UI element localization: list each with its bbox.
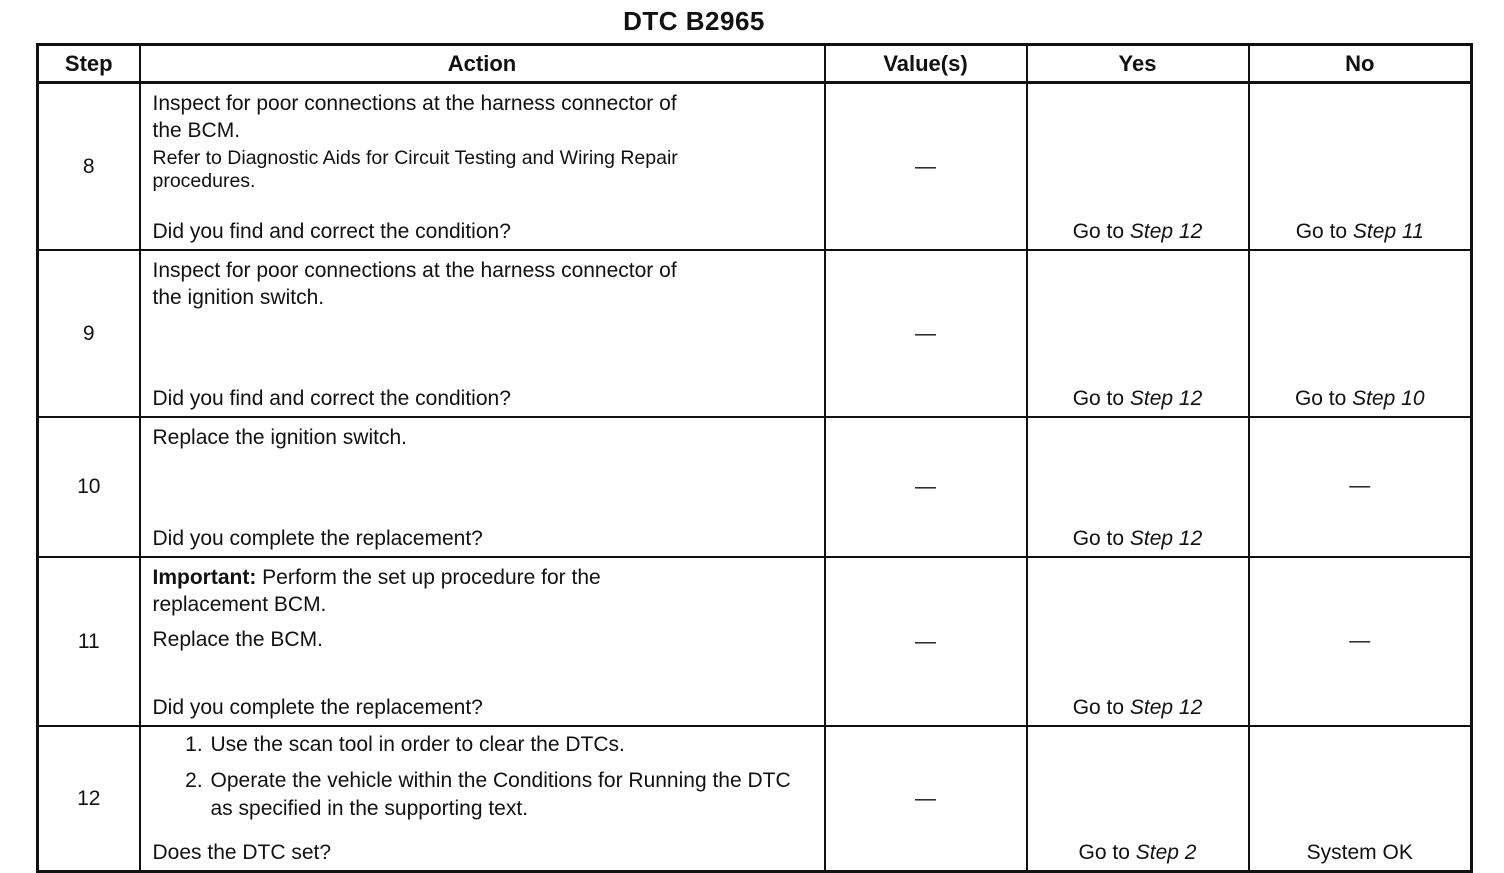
action-note-line: procedures.	[152, 170, 256, 192]
value-cell: —	[825, 726, 1027, 872]
action-cell	[140, 557, 825, 726]
action-cell	[140, 417, 825, 557]
step-number: 9	[38, 250, 140, 417]
action-question: Did you complete the replacement?	[152, 527, 483, 550]
goto-step-link[interactable]: Step 12	[1129, 220, 1203, 243]
no-value: —	[1349, 473, 1371, 497]
no-cell	[1249, 557, 1472, 726]
list-item: 2. Operate the vehicle within the Conditions for Running the DTC as specified in the supporting text.	[209, 767, 812, 823]
action-question: Did you find and correct the condition?	[152, 387, 511, 410]
diagnostic-table	[36, 43, 1473, 873]
yes-cell	[1027, 83, 1249, 251]
value-cell: —	[825, 83, 1027, 251]
no-value: —	[1349, 628, 1371, 652]
goto-prefix: Go to	[1295, 220, 1353, 243]
no-result: System OK	[1306, 841, 1413, 864]
action-steps-list	[153, 731, 812, 823]
action-note	[153, 147, 812, 193]
yes-cell	[1027, 726, 1249, 872]
table-row	[38, 250, 1472, 417]
header-no: No	[1249, 45, 1472, 83]
no-goto	[1250, 220, 1471, 244]
important-label: Important:	[152, 566, 257, 589]
list-item: 1. Use the scan tool in order to clear the DTCs.	[209, 731, 812, 759]
header-row	[38, 45, 1472, 83]
yes-goto	[1028, 387, 1248, 411]
header-action: Action	[140, 45, 825, 83]
goto-step-link[interactable]: Step 11	[1352, 220, 1424, 243]
yes-goto	[1028, 696, 1248, 720]
action-text: Inspect for poor connections at the harness connector of	[152, 92, 677, 115]
no-cell	[1249, 417, 1472, 557]
action-text: Inspect for poor connections at the harness connector of	[152, 259, 677, 282]
header-values: Value(s)	[825, 45, 1027, 83]
important-text: Perform the set up procedure for the	[256, 566, 601, 589]
step-number: 12	[38, 726, 140, 872]
goto-prefix: Go to	[1294, 387, 1353, 410]
value-cell: —	[825, 557, 1027, 726]
yes-goto	[1028, 220, 1248, 244]
yes-cell	[1027, 250, 1249, 417]
table-row	[38, 83, 1472, 251]
action-text: Replace the BCM.	[152, 628, 323, 651]
page-title: DTC B2965	[623, 6, 765, 36]
no-cell	[1249, 250, 1472, 417]
no-cell	[1249, 83, 1472, 251]
goto-step-link[interactable]: Step 12	[1129, 527, 1203, 550]
action-text: the BCM.	[152, 119, 241, 142]
yes-goto	[1028, 841, 1248, 865]
value-cell: —	[825, 417, 1027, 557]
no-cell	[1249, 726, 1472, 872]
action-cell	[140, 250, 825, 417]
yes-cell	[1027, 417, 1249, 557]
goto-prefix: Go to	[1072, 387, 1130, 410]
goto-prefix: Go to	[1078, 841, 1136, 864]
table-row	[38, 417, 1472, 557]
yes-cell	[1027, 557, 1249, 726]
goto-step-link[interactable]: Step 10	[1352, 387, 1425, 410]
table-row	[38, 557, 1472, 726]
goto-step-link[interactable]: Step 12	[1129, 387, 1203, 410]
step-number: 8	[38, 83, 140, 251]
goto-prefix: Go to	[1072, 220, 1130, 243]
table-row	[38, 726, 1472, 872]
goto-step-link[interactable]: Step 2	[1135, 841, 1197, 864]
action-cell	[140, 83, 825, 251]
yes-goto	[1028, 527, 1248, 551]
important-note	[153, 564, 812, 591]
no-goto	[1250, 387, 1471, 411]
action-note-line: Refer to Diagnostic Aids for Circuit Testing and Wiring Repair	[152, 147, 678, 169]
header-step: Step	[38, 45, 140, 83]
action-text: the ignition switch.	[152, 286, 325, 309]
important-text-cont: replacement BCM.	[152, 593, 327, 616]
action-cell	[140, 726, 825, 872]
goto-step-link[interactable]: Step 12	[1129, 696, 1203, 719]
action-question: Does the DTC set?	[152, 841, 332, 864]
step-number: 10	[38, 417, 140, 557]
action-question: Did you find and correct the condition?	[152, 220, 511, 243]
value-cell: —	[825, 250, 1027, 417]
action-text: Replace the ignition switch.	[152, 426, 407, 449]
step-number: 11	[38, 557, 140, 726]
goto-prefix: Go to	[1072, 696, 1130, 719]
action-question: Did you complete the replacement?	[152, 696, 483, 719]
goto-prefix: Go to	[1072, 527, 1130, 550]
header-yes: Yes	[1027, 45, 1249, 83]
